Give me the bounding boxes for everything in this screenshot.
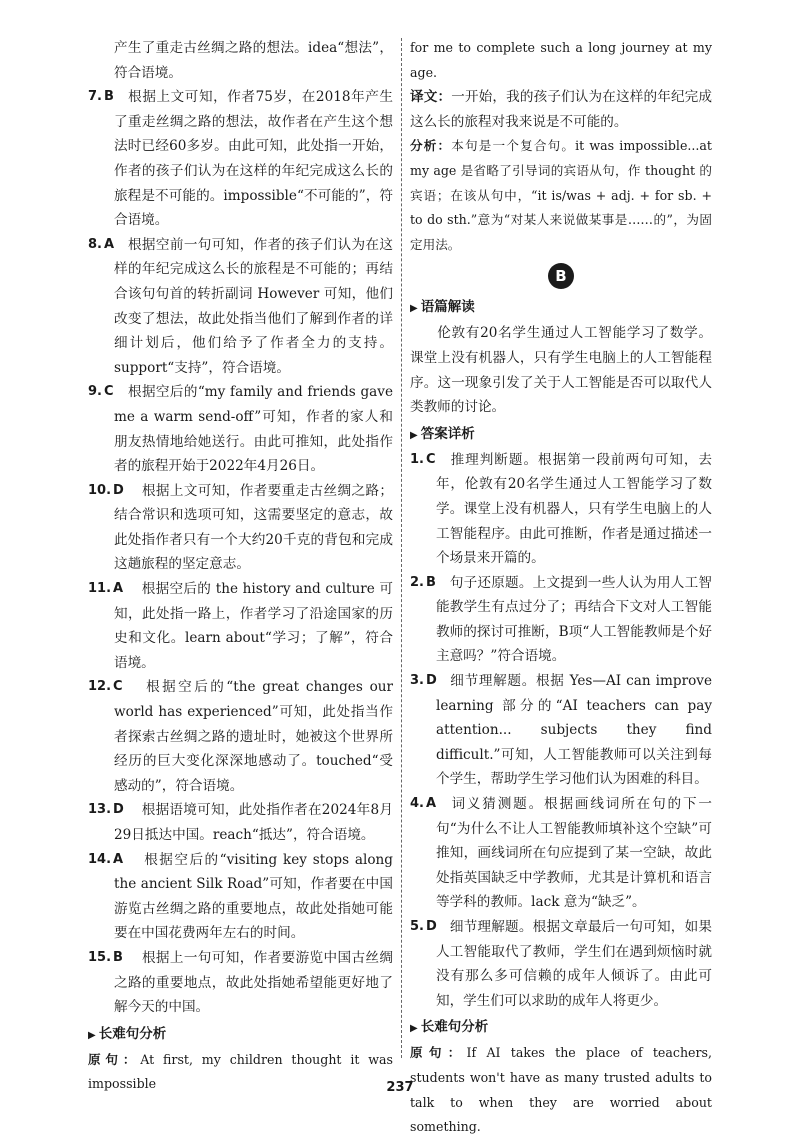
section-heading-long-sentence: ▶ 长难句分析 [88, 1025, 167, 1042]
answer-item-15: 15. B 根据上一句可知，作者要游览中国古丝绸之路的重要地点，故此处指她希望能更好地了解今天的中国。 [88, 949, 393, 1016]
answer-item-12: 12. C 根据空后的“the great changes our world has experienced”可知，此处指当作者探索古丝绸之路的遗址时，她被这个世界所经历的巨大变化深深地感动了。touched“受感动的”，符合语境。 [88, 679, 394, 794]
original-sentence-2: 原句：If AI takes the place of teachers, students won't have as many trusted adults to talk to when they are worried about something. [410, 1045, 712, 1135]
translation: 译文：一开始，我的孩子们认为在这样的年纪完成这么长的旅程对我来说是不可能的。 [410, 89, 713, 130]
original-sentence-continued: for me to complete such a long journey at my age. [410, 40, 712, 80]
answer-item-13: 13. D 根据语境可知，此处指作者在2024年8月29日抵达中国。reach“抵达”，符合语境。 [88, 802, 394, 843]
column-divider [401, 38, 402, 1058]
answer-item-7: 7. B 根据上文可知，作者75岁，在2018年产生了重走丝绸之路的想法，故作者在产生这个想法时已经60多岁。由此可知，此处指一开始，作者的孩子们认为在这样的年纪完成这么长的旅程是不可能的。impossible“不可能的”，符合语境。 [88, 89, 393, 229]
answer-item-4: 4. A 词义猜测题。根据画线词所在句的下一句“为什么不让人工智能教师填补这个空缺”可推知，画线词所在句应提到了某一空缺，故此处指英国缺乏中学教师，尤其是计算机和语言等学科的教师。lack 意为“缺乏”。 [410, 796, 713, 911]
section-heading-long-sentence-2: ▶ 长难句分析 [410, 1019, 489, 1036]
marker-icon: ▶ [410, 429, 418, 441]
answer-item-5: 5. D 细节理解题。根据文章最后一句可知，如果人工智能取代了教师，学生们在遇到烦恼时就没有那么多可信赖的成年人倾诉了。由此可知，学生们可以求助的成年人将更少。 [410, 919, 713, 1009]
passage-badge-wrap [410, 263, 712, 293]
answer-item-3: 3. D 细节理解题。根据 Yes—AI can improve learning 部分的“AI teachers can pay attention... subjects they find difficult.”可知，人工智能教师可以关注到每个学生，帮助学生学习他们认为困难的科目。 [410, 673, 713, 788]
answer-item-2: 2. B 句子还原题。上文提到一些人认为用人工智能教学生有点过分了；再结合下文对人工智能教师的探讨可推断，B项“人工智能教师是个好主意吗？”符合语境。 [410, 574, 713, 665]
answer-item-14: 14. A 根据空后的“visiting key stops along the ancient Silk Road”可知，作者要在中国游览古丝绸之路的重要地点，故此处指她可能要在中国花费两年左右的时间。 [88, 851, 394, 942]
answer-item-10: 10. D 根据上文可知，作者要重走古丝绸之路；结合常识和选项可知，这需要坚定的意志，故此处指作者只有一个大约20千克的背包和完成这趟旅程的坚定意志。 [88, 482, 393, 573]
answer-item-1: 1. C 推理判断题。根据第一段前两句可知，去年，伦敦有20名学生通过人工智能学习了数学。课堂上没有机器人，只有学生电脑上的人工智能程序。由此可推断，作者是通过描述一个场景来开篇的。 [410, 451, 712, 567]
section-heading-answers: ▶ 答案详析 [410, 425, 475, 442]
marker-icon: ▶ [88, 1029, 96, 1041]
answer-item-8: 8. A 根据空前一句可知，作者的孩子们认为在这样的年纪完成这么长的旅程是不可能的；再结合该句句首的转折副词 However 可知，他们改变了想法，故此处指当他们了解到作者的详细计划后，他们给予了作者全力的支持。support“支持”，符合语境。 [88, 236, 393, 376]
answer-item-11: 11. A 根据空后的 the history and culture 可知，此处指一路上，作者学习了沿途国家的历史和文化。learn about“学习；了解”，符合语境。 [88, 581, 394, 671]
intro-continuation: 产生了重走古丝绸之路的想法。idea“想法”，符合语境。 [114, 40, 393, 81]
right-column [410, 36, 712, 1140]
page-number: 237 [386, 1080, 414, 1095]
answer-item-9: 9. C 根据空后的“my family and friends gave me a warm send-off”可知，作者的家人和朋友热情地给她送行。由此可推知，此处指作者的旅程开始于2022年4月26日。 [88, 384, 394, 475]
marker-icon: ▶ [410, 1023, 418, 1035]
section-heading-reading: ▶ 语篇解读 [410, 299, 475, 316]
passage-b-badge: B [548, 263, 574, 289]
marker-icon: ▶ [410, 303, 418, 315]
passage-summary: 伦敦有20名学生通过人工智能学习了数学。课堂上没有机器人，只有学生电脑上的人工智能程序。这一现象引发了关于人工智能是否可以取代人类教师的讨论。 [410, 325, 712, 416]
analysis: 分析：本句是一个复合句。it was impossible...at my age 是省略了引导词的宾语从句，作 thought 的宾语；在该从句中，“it is/was + adj. + for sb. + to do sth.”意为“对某人来说做某事是……的”，为固定用法。 [410, 138, 712, 252]
left-column [88, 36, 393, 1097]
original-sentence: 原句：At first, my children thought it was impossible [88, 1051, 393, 1092]
